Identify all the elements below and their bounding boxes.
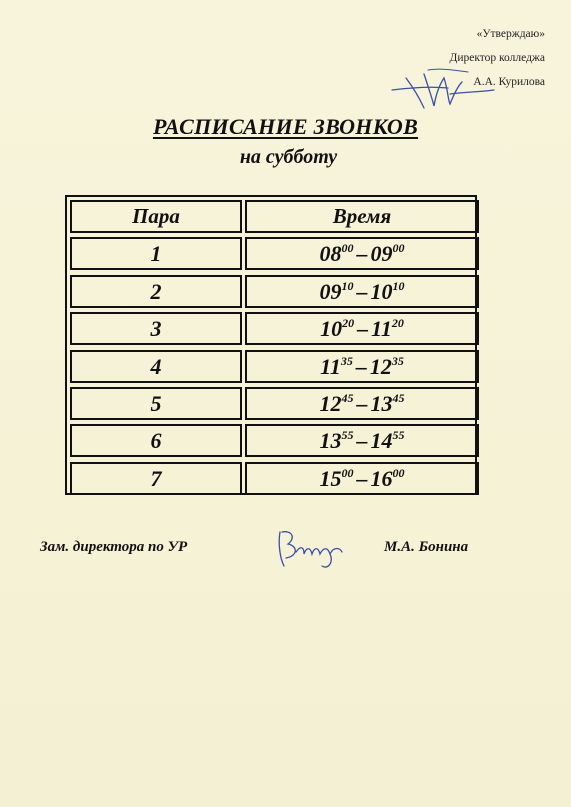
deputy-name: М.А. Бонина (384, 539, 469, 555)
table-row (70, 462, 472, 495)
approval-position: Директор колледжа (449, 52, 545, 64)
pair-number: 3 (70, 312, 242, 345)
time-range (245, 312, 479, 345)
table-row (70, 312, 472, 345)
pair-number: 7 (70, 462, 242, 495)
table-header-row (70, 200, 472, 233)
table-row (70, 424, 472, 457)
start-minute: 20 (342, 316, 355, 331)
start-hour: 09 (319, 278, 342, 304)
end-minute: 20 (391, 316, 404, 331)
time-separator: – (356, 465, 368, 491)
pair-number: 4 (70, 350, 242, 383)
time-separator: – (356, 278, 368, 304)
table-row (70, 387, 472, 420)
header-time: Время (245, 200, 479, 233)
time-separator: – (356, 428, 368, 454)
pair-number: 2 (70, 275, 242, 308)
start-hour: 11 (320, 353, 341, 379)
start-minute: 35 (340, 353, 353, 368)
approval-stamp-text: «Утверждаю» (476, 28, 545, 40)
approval-signatory: А.А. Курилова (473, 76, 545, 88)
end-minute: 55 (392, 428, 405, 443)
table-row (70, 350, 472, 383)
end-hour: 09 (370, 241, 393, 267)
time-separator: – (357, 316, 369, 342)
pair-number: 6 (70, 424, 242, 457)
table-row (70, 275, 472, 308)
start-hour: 10 (320, 316, 343, 342)
header-pair: Пара (70, 200, 242, 233)
time-separator: – (356, 241, 368, 267)
end-minute: 00 (392, 241, 405, 256)
end-hour: 14 (370, 428, 393, 454)
start-hour: 12 (319, 391, 342, 416)
end-minute: 35 (391, 353, 404, 368)
end-minute: 45 (392, 391, 405, 405)
time-separator: – (356, 391, 368, 416)
time-range (245, 237, 479, 270)
pair-number: 5 (70, 387, 242, 420)
end-hour: 13 (370, 391, 393, 416)
start-hour: 08 (319, 241, 342, 267)
time-range (245, 387, 479, 420)
start-minute: 55 (341, 428, 354, 443)
deputy-signature (270, 524, 350, 574)
start-minute: 45 (341, 391, 354, 405)
document-title: РАСПИСАНИЕ ЗВОНКОВ (152, 114, 419, 139)
document-subtitle: на субботу (239, 146, 338, 168)
director-signature (388, 64, 498, 114)
time-separator: – (355, 353, 367, 379)
time-range (245, 350, 479, 383)
time-range (245, 462, 479, 495)
start-minute: 00 (341, 241, 354, 256)
start-minute: 00 (341, 465, 354, 480)
time-range (245, 275, 479, 308)
end-minute: 00 (392, 465, 405, 480)
deputy-role: Зам. директора по УР (40, 539, 188, 555)
start-hour: 13 (319, 428, 342, 454)
start-minute: 10 (341, 278, 354, 293)
table-row (70, 237, 472, 270)
end-hour: 12 (369, 353, 392, 379)
pair-number: 1 (70, 237, 242, 270)
start-hour: 15 (319, 465, 342, 491)
end-hour: 11 (371, 316, 392, 342)
end-minute: 10 (392, 278, 405, 293)
end-hour: 16 (370, 465, 393, 491)
time-range (245, 424, 479, 457)
end-hour: 10 (370, 278, 393, 304)
bell-schedule-table (65, 195, 477, 495)
